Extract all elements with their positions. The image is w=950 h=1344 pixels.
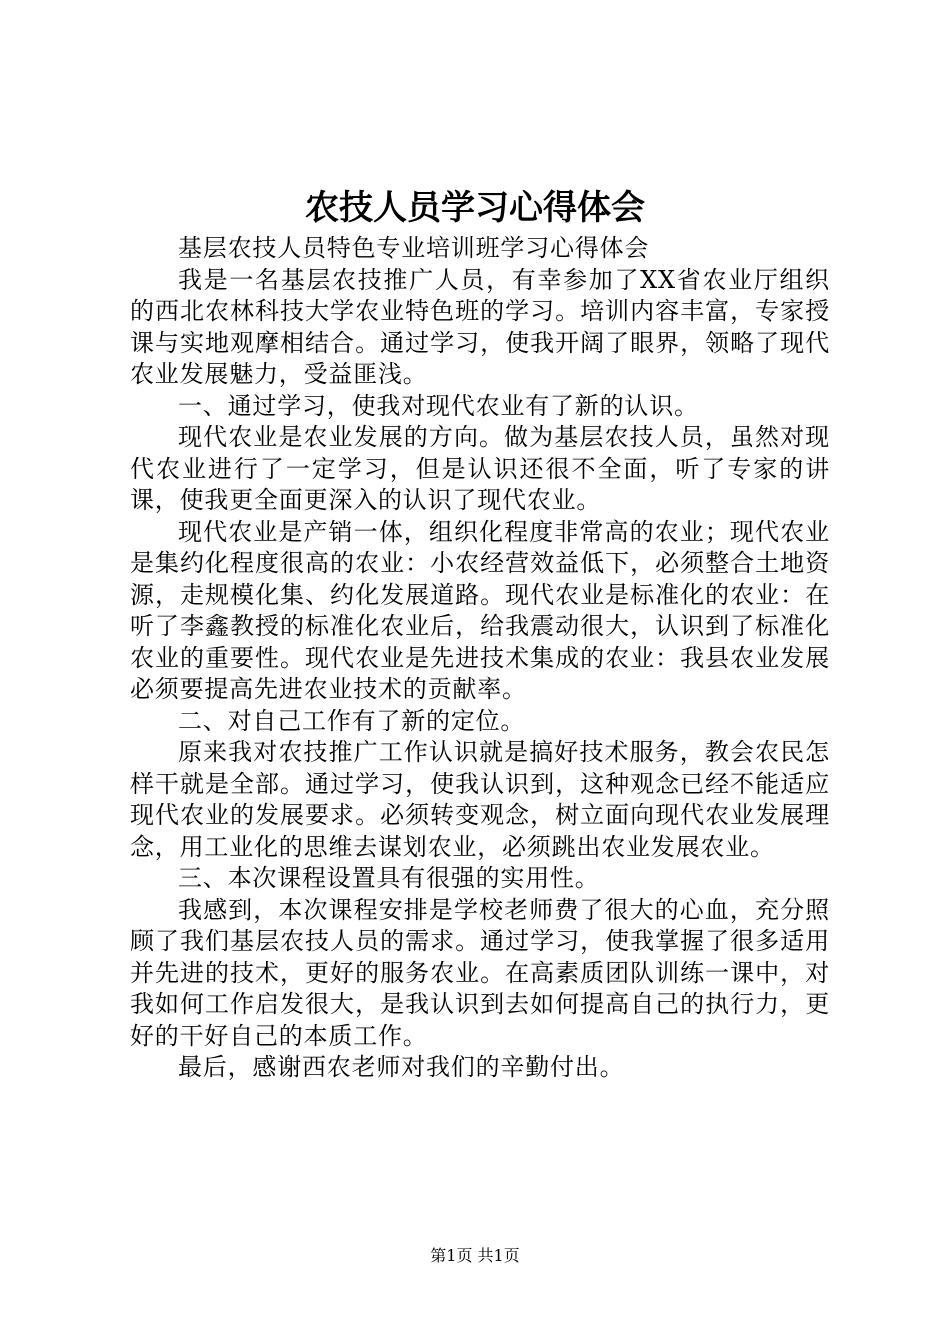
closing-paragraph: 最后，感谢西农老师对我们的辛勤付出。 (178, 1053, 625, 1081)
subtitle-paragraph: 基层农技人员特色专业培训班学习心得体会 (178, 234, 650, 262)
body-paragraph: 原来我对农技推广工作认识就是搞好技术服务，教会农民怎样干就是全部。通过学习，使我认识到，这种观念已经不能适应现代农业的发展要求。必须转变观念，树立面向现代农业发展理念，用工业化的思维去谋划农业，必须跳出农业发展农业。 (130, 738, 830, 861)
document-title: 农技人员学习心得体会 (305, 188, 645, 228)
section-heading-3: 三、本次课程设置具有很强的实用性。 (178, 864, 600, 892)
section-heading-1: 一、通过学习，使我对现代农业有了新的认识。 (178, 391, 699, 420)
document-body (130, 233, 830, 1084)
body-paragraph: 我感到，本次课程安排是学校老师费了很大的心血，充分照顾了我们基层农技人员的需求。通过学习，使我掌握了很多适用并先进的技术，更好的服务农业。在高素质团队训练一课中，对我如何工作启发很大，是我认识到去如何提高自己的执行力，更好的干好自己的本质工作。 (130, 895, 830, 1050)
page-number-footer: 第1页 共1页 (430, 1246, 520, 1265)
body-paragraph: 现代农业是农业发展的方向。做为基层农技人员，虽然对现代农业进行了一定学习，但是认识还很不全面，听了专家的讲课，使我更全面更深入的认识了现代农业。 (130, 423, 830, 514)
body-paragraph: 现代农业是产销一体，组织化程度非常高的农业；现代农业是集约化程度很高的农业：小农经营效益低下，必须整合土地资源，走规模化集、约化发展道路。现代农业是标准化的农业：在听了李鑫教授的标准化农业后，给我震动很大，认识到了标准化农业的重要性。现代农业是先进技术集成的农业：我县农业发展必须要提高先进农业技术的贡献率。 (130, 517, 830, 703)
intro-paragraph: 我是一名基层农技推广人员，有幸参加了XX省农业厅组织的西北农林科技大学农业特色班的学习。培训内容丰富，专家授课与实地观摩相结合。通过学习，使我开阔了眼界，领略了现代农业发展魅力，受益匪浅。 (130, 265, 830, 388)
section-heading-2: 二、对自己工作有了新的定位。 (178, 706, 526, 735)
